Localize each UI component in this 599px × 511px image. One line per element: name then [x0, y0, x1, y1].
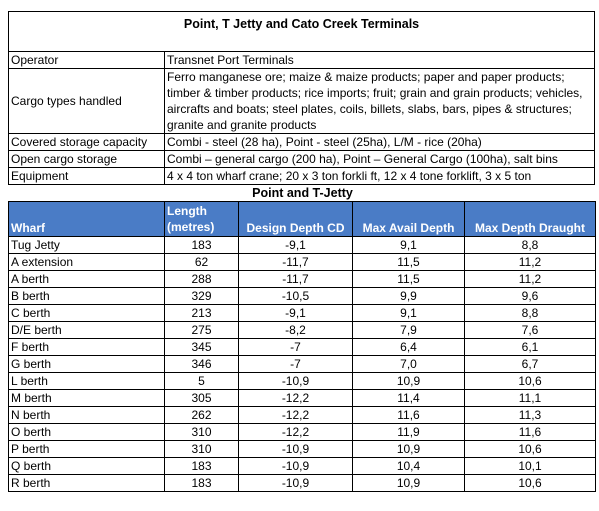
wharf-name-cell: R berth: [9, 475, 165, 492]
table-row: [9, 288, 596, 305]
table-row: [9, 339, 596, 356]
terminal-info-sheet: [8, 11, 595, 492]
info-row-covered-storage: [9, 134, 595, 151]
header-max-avail-depth: Max Avail Depth: [353, 202, 465, 237]
header-max-depth-draught: Max Depth Draught: [465, 202, 596, 237]
wharf-name-cell: A berth: [9, 271, 165, 288]
design-depth-cell: -12,2: [239, 407, 353, 424]
length-cell: 213: [165, 305, 239, 322]
design-depth-cell: -10,9: [239, 373, 353, 390]
table-row: [9, 407, 596, 424]
wharf-name-cell: F berth: [9, 339, 165, 356]
max-avail-depth-cell: 10,9: [353, 373, 465, 390]
info-value: Ferro manganese ore; maize & maize products; paper and paper products; timber & timber products; rice imports; fruit; grain and grain products; vehicles, aircrafts and boats; steel plates, coils, billets, slabs, bars, pipes & structures; granite and granite products: [165, 69, 595, 134]
wharf-name-cell: A extension: [9, 254, 165, 271]
max-avail-depth-cell: 11,5: [353, 254, 465, 271]
wharf-name-cell: M berth: [9, 390, 165, 407]
table-row: [9, 237, 596, 254]
max-avail-depth-cell: 10,9: [353, 441, 465, 458]
max-depth-draught-cell: 8,8: [465, 305, 596, 322]
info-value: Combi - steel (28 ha), Point - steel (25ha), L/M - rice (20ha): [165, 134, 595, 151]
length-cell: 275: [165, 322, 239, 339]
max-depth-draught-cell: 7,6: [465, 322, 596, 339]
table-row: [9, 373, 596, 390]
wharf-name-cell: C berth: [9, 305, 165, 322]
wharf-name-cell: G berth: [9, 356, 165, 373]
max-depth-draught-cell: 10,6: [465, 441, 596, 458]
design-depth-cell: -10,5: [239, 288, 353, 305]
max-avail-depth-cell: 10,4: [353, 458, 465, 475]
table-row: [9, 305, 596, 322]
length-cell: 62: [165, 254, 239, 271]
length-cell: 183: [165, 237, 239, 254]
section-title: Point and T-Jetty: [252, 186, 353, 200]
wharf-table: [8, 201, 596, 492]
length-cell: 329: [165, 288, 239, 305]
header-wharf-label: Wharf: [11, 221, 45, 235]
design-depth-cell: -12,2: [239, 390, 353, 407]
max-avail-depth-cell: 6,4: [353, 339, 465, 356]
page-title: Point, T Jetty and Cato Creek Terminals: [9, 12, 595, 52]
info-label: Open cargo storage: [9, 151, 165, 168]
table-row: [9, 475, 596, 492]
max-depth-draught-cell: 11,3: [465, 407, 596, 424]
max-depth-draught-cell: 10,6: [465, 475, 596, 492]
design-depth-cell: -12,2: [239, 424, 353, 441]
table-row: [9, 424, 596, 441]
max-avail-depth-cell: 7,0: [353, 356, 465, 373]
info-value: Transnet Port Terminals: [165, 52, 595, 69]
header-length: [165, 202, 239, 237]
wharf-name-cell: Q berth: [9, 458, 165, 475]
wharf-name-cell: Tug Jetty: [9, 237, 165, 254]
table-row: [9, 254, 596, 271]
wharf-name-cell: N berth: [9, 407, 165, 424]
design-depth-cell: -10,9: [239, 458, 353, 475]
max-depth-draught-cell: 6,7: [465, 356, 596, 373]
header-length-line2: (metres): [167, 220, 215, 234]
wharf-name-cell: D/E berth: [9, 322, 165, 339]
design-depth-cell: -8,2: [239, 322, 353, 339]
max-depth-draught-cell: 9,6: [465, 288, 596, 305]
info-row-operator: [9, 52, 595, 69]
table-row: [9, 271, 596, 288]
design-depth-cell: -11,7: [239, 271, 353, 288]
length-cell: 346: [165, 356, 239, 373]
wharf-name-cell: L berth: [9, 373, 165, 390]
design-depth-cell: -9,1: [239, 305, 353, 322]
length-cell: 183: [165, 475, 239, 492]
max-depth-draught-cell: 10,1: [465, 458, 596, 475]
info-label: Covered storage capacity: [9, 134, 165, 151]
max-depth-draught-cell: 11,1: [465, 390, 596, 407]
max-depth-draught-cell: 11,6: [465, 424, 596, 441]
terminal-info-table: [8, 11, 595, 185]
max-depth-draught-cell: 11,2: [465, 271, 596, 288]
info-row-cargo-types: [9, 69, 595, 134]
table-row: [9, 322, 596, 339]
table-row: [9, 458, 596, 475]
max-depth-draught-cell: 8,8: [465, 237, 596, 254]
max-avail-depth-cell: 11,4: [353, 390, 465, 407]
wharf-name-cell: B berth: [9, 288, 165, 305]
header-design-depth: Design Depth CD: [239, 202, 353, 237]
info-value: 4 x 4 ton wharf crane; 20 x 3 ton forkli ft, 12 x 4 tone forklift, 3 x 5 ton: [165, 168, 595, 185]
table-row: [9, 356, 596, 373]
wharf-name-cell: O berth: [9, 424, 165, 441]
wharf-table-body: [9, 237, 596, 492]
design-depth-cell: -7: [239, 356, 353, 373]
length-cell: 262: [165, 407, 239, 424]
length-cell: 5: [165, 373, 239, 390]
max-avail-depth-cell: 7,9: [353, 322, 465, 339]
title-row: [9, 12, 595, 52]
table-row: [9, 441, 596, 458]
max-depth-draught-cell: 11,2: [465, 254, 596, 271]
info-value: Combi – general cargo (200 ha), Point – General Cargo (100ha), salt bins: [165, 151, 595, 168]
design-depth-cell: -9,1: [239, 237, 353, 254]
wharf-name-cell: P berth: [9, 441, 165, 458]
info-label: Equipment: [9, 168, 165, 185]
max-avail-depth-cell: 11,9: [353, 424, 465, 441]
max-avail-depth-cell: 9,9: [353, 288, 465, 305]
table-row: [9, 390, 596, 407]
length-cell: 288: [165, 271, 239, 288]
info-label: Operator: [9, 52, 165, 69]
max-avail-depth-cell: 11,6: [353, 407, 465, 424]
length-cell: 310: [165, 441, 239, 458]
info-label: Cargo types handled: [9, 69, 165, 134]
header-wharf: [9, 202, 165, 237]
info-row-equipment: [9, 168, 595, 185]
max-avail-depth-cell: 9,1: [353, 237, 465, 254]
max-avail-depth-cell: 11,5: [353, 271, 465, 288]
wharf-header-row: [9, 202, 596, 237]
header-length-line1: Length: [167, 204, 207, 218]
design-depth-cell: -10,9: [239, 441, 353, 458]
max-depth-draught-cell: 10,6: [465, 373, 596, 390]
design-depth-cell: -11,7: [239, 254, 353, 271]
max-depth-draught-cell: 6,1: [465, 339, 596, 356]
max-avail-depth-cell: 10,9: [353, 475, 465, 492]
info-row-open-storage: [9, 151, 595, 168]
length-cell: 183: [165, 458, 239, 475]
length-cell: 310: [165, 424, 239, 441]
max-avail-depth-cell: 9,1: [353, 305, 465, 322]
design-depth-cell: -7: [239, 339, 353, 356]
length-cell: 345: [165, 339, 239, 356]
design-depth-cell: -10,9: [239, 475, 353, 492]
length-cell: 305: [165, 390, 239, 407]
